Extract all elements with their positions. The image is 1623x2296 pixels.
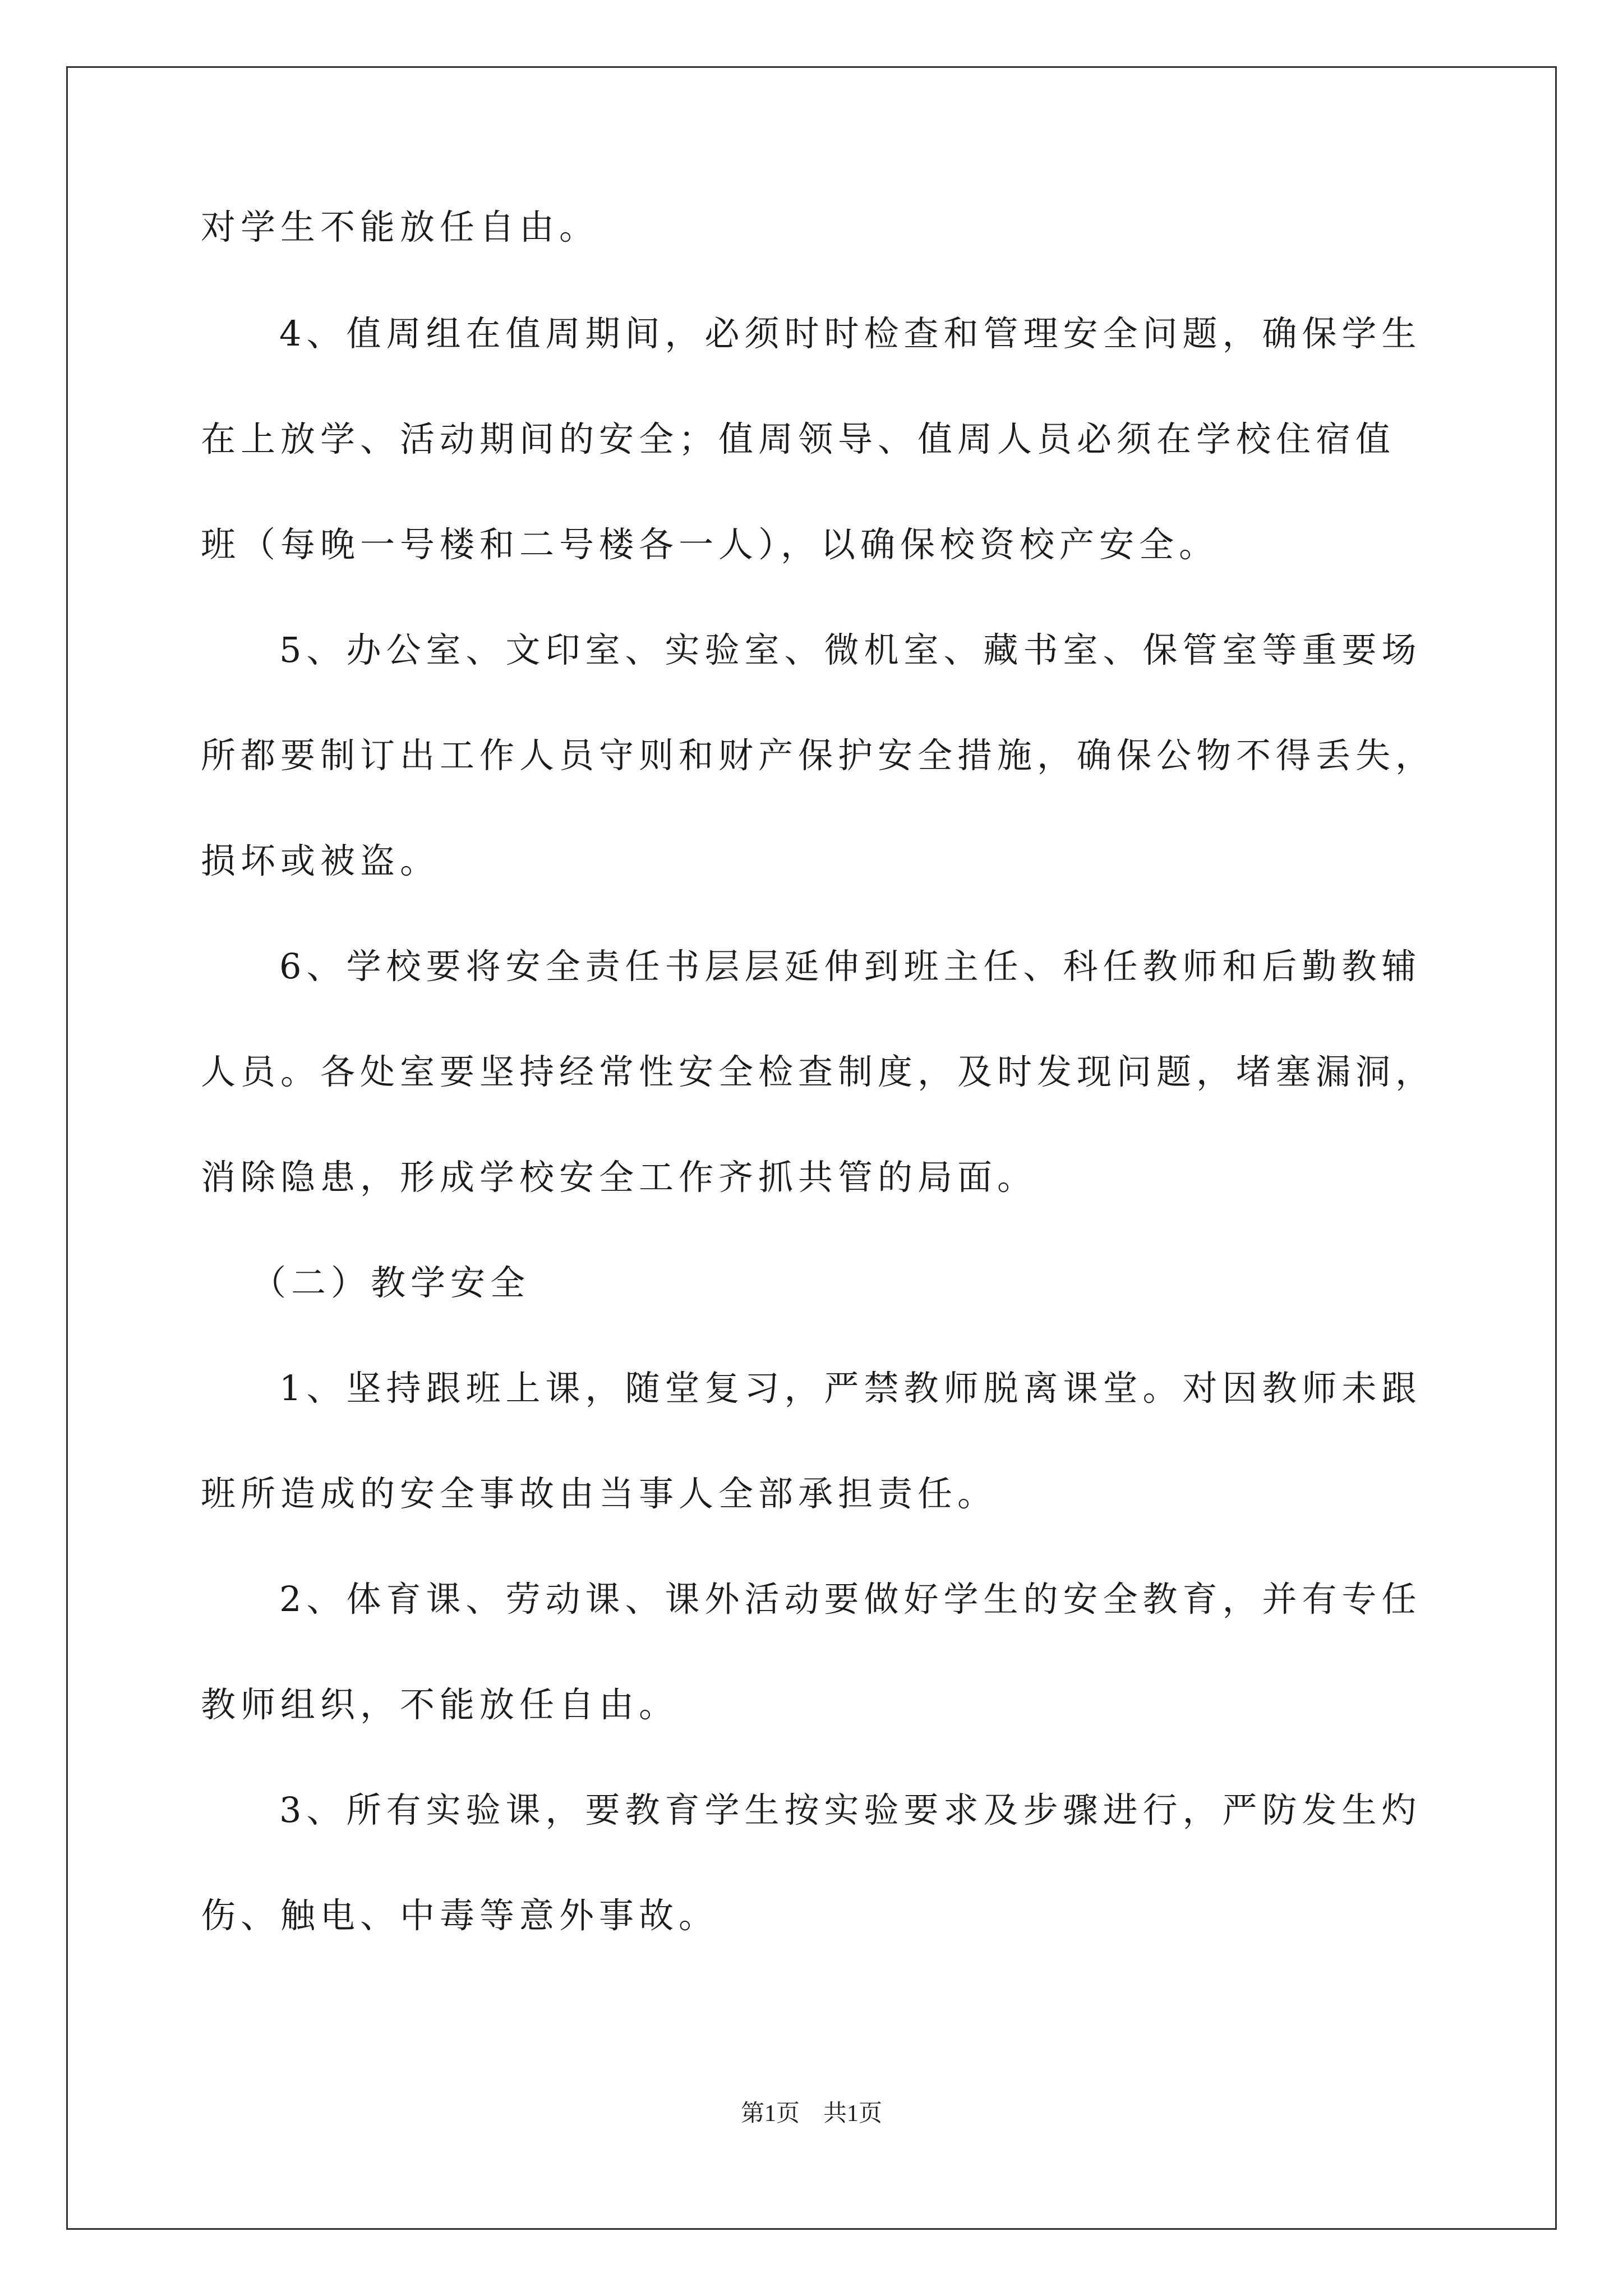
item-3-line-2: 伤、触电、中毒等意外事故。 bbox=[201, 1895, 719, 1936]
item-2-line-2: 教师组织，不能放任自由。 bbox=[201, 1684, 679, 1725]
paragraph-6-line-2: 人员。各处室要坚持经常性安全检查制度，及时发现问题，堵塞漏洞， bbox=[201, 1051, 1436, 1092]
section-heading: （二）教学安全 bbox=[251, 1262, 531, 1303]
item-1-line-2: 班所造成的安全事故由当事人全部承担责任。 bbox=[201, 1473, 998, 1514]
paragraph-5-line-3: 损坏或被盗。 bbox=[201, 840, 440, 881]
paragraph-5-line-1: 5、办公室、文印室、实验室、微机室、藏书室、保管室等重要场 bbox=[279, 629, 1422, 670]
paragraph-4-line-3: 班（每晚一号楼和二号楼各一人），以确保校资校产安全。 bbox=[201, 524, 1219, 565]
paragraph-6-line-1: 6、学校要将安全责任书层层延伸到班主任、科任教师和后勤教辅 bbox=[279, 946, 1422, 987]
paragraph-5-line-2: 所都要制订出工作人员守则和财产保护安全措施，确保公物不得丢失， bbox=[201, 735, 1436, 776]
page-number-footer: 第1页 共1页 bbox=[740, 2101, 882, 2127]
paragraph-6-line-3: 消除隐患，形成学校安全工作齐抓共管的局面。 bbox=[201, 1157, 1038, 1198]
paragraph-4-line-1: 4、值周组在值周期间，必须时时检查和管理安全问题，确保学生 bbox=[279, 313, 1422, 354]
paragraph-4-line-2: 在上放学、活动期间的安全；值周领导、值周人员必须在学校住宿值 bbox=[201, 418, 1396, 459]
item-2-line-1: 2、体育课、劳动课、课外活动要做好学生的安全教育，并有专任 bbox=[279, 1579, 1422, 1619]
item-3-line-1: 3、所有实验课，要教育学生按实验要求及步骤进行，严防发生灼 bbox=[279, 1789, 1422, 1830]
item-1-line-1: 1、坚持跟班上课，随堂复习，严禁教师脱离课堂。对因教师未跟 bbox=[279, 1368, 1422, 1409]
text-line: 对学生不能放任自由。 bbox=[201, 206, 600, 247]
